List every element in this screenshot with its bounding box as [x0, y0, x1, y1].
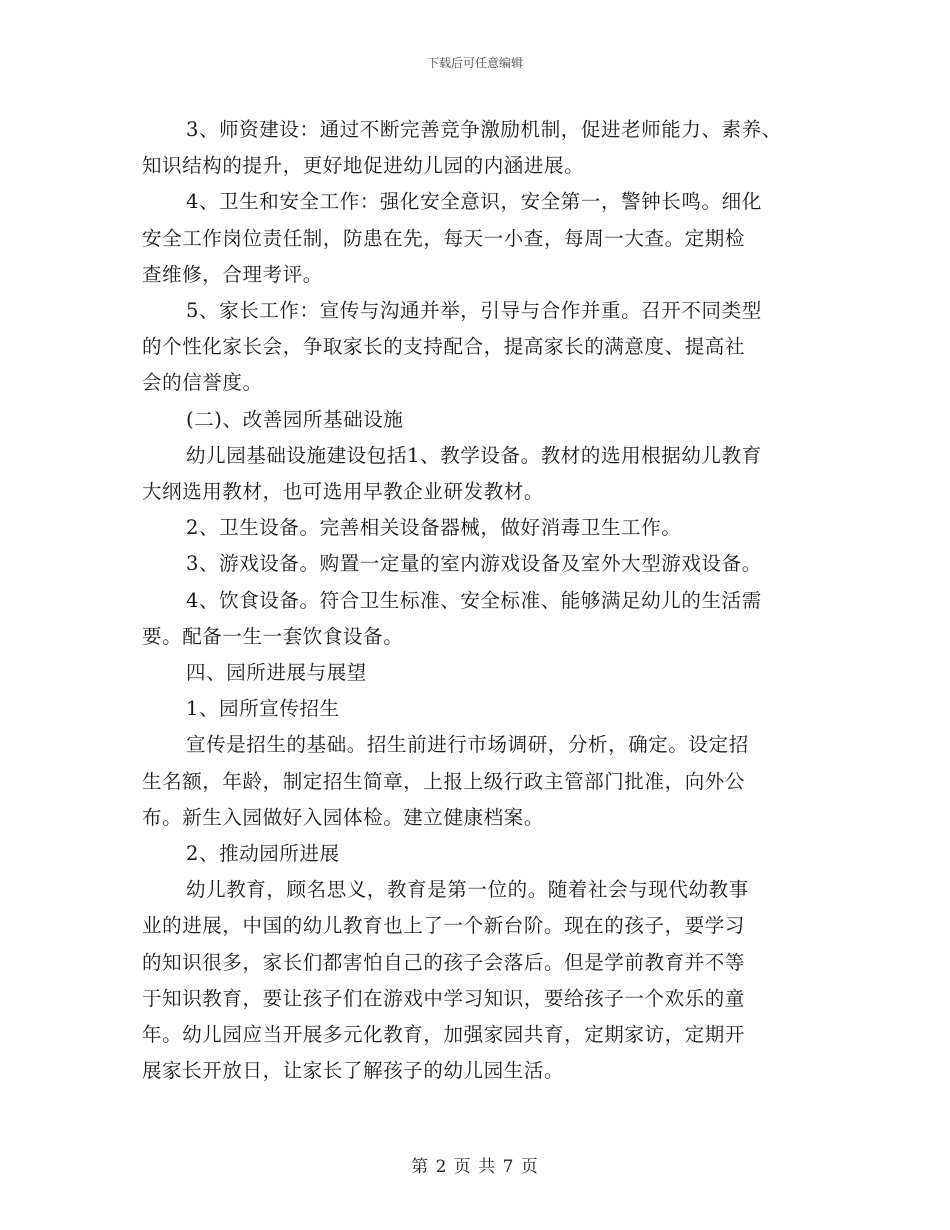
text-line: 年。幼儿园应当开展多元化教育，加强家园共育，定期家访，定期开	[142, 1023, 746, 1047]
text-line: 大纲选用教材，也可选用早教企业研发教材。	[142, 480, 545, 504]
text-line: 布。新生入园做好入园体检。建立健康档案。	[142, 805, 545, 829]
text-line: 要。配备一生一套饮食设备。	[142, 624, 404, 648]
text-line: 幼儿教育，顾名思义，教育是第一位的。随着社会与现代幼教事	[186, 878, 749, 902]
text-line: 5、家长工作：宣传与沟通并举，引导与合作并重。召开不同类型	[186, 299, 762, 323]
text-line: 的个性化家长会，争取家长的支持配合，提高家长的满意度、提高社	[142, 335, 746, 359]
text-line: 安全工作岗位责任制，防患在先，每天一小查，每周一大查。定期检	[142, 226, 746, 250]
text-line: 3、师资建设：通过不断完善竞争激励机制，促进老师能力、素养、	[186, 118, 782, 141]
text-line: 知识结构的提升，更好地促进幼儿园的内涵进展。	[142, 154, 585, 178]
text-line: 3、游戏设备。购置一定量的室内游戏设备及室外大型游戏设备。	[186, 552, 762, 576]
text-line: 2、卫生设备。完善相关设备器械，做好消毒卫生工作。	[186, 516, 682, 540]
document-body	[142, 112, 812, 1089]
text-line: 业的进展，中国的幼儿教育也上了一个新台阶。现在的孩子，要学习	[142, 914, 746, 938]
text-line: 查维修，合理考评。	[142, 262, 323, 286]
text-line: 4、饮食设备。符合卫生标准、安全标准、能够满足幼儿的生活需	[186, 588, 762, 612]
text-line: 生名额，年龄，制定招生简章，上报上级行政主管部门批准，向外公	[142, 769, 746, 793]
text-line: 会的信誉度。	[142, 371, 263, 395]
text-line: 幼儿园基础设施建设包括1、教学设备。教材的选用根据幼儿教育	[186, 443, 762, 467]
text-line: 于知识教育，要让孩子们在游戏中学习知识，要给孩子一个欢乐的童	[142, 986, 746, 1010]
text-line: (二)、改善园所基础设施	[186, 407, 404, 431]
header-note: 下载后可任意编辑	[426, 56, 523, 70]
page-number: 第 2 页 共 7 页	[411, 1157, 539, 1177]
text-line: 展家长开放日，让家长了解孩子的幼儿园生活。	[142, 1059, 565, 1083]
text-line: 2、推动园所进展	[186, 842, 340, 866]
text-line: 四、园所进展与展望	[186, 661, 367, 685]
text-line: 4、卫生和安全工作：强化安全意识，安全第一，警钟长鸣。细化	[186, 190, 762, 214]
text-line: 的知识很多，家长们都害怕自己的孩子会落后。但是学前教育并不等	[142, 950, 746, 974]
text-line: 宣传是招生的基础。招生前进行市场调研，分析，确定。设定招	[186, 733, 749, 757]
text-line: 1、园所宣传招生	[186, 697, 340, 721]
